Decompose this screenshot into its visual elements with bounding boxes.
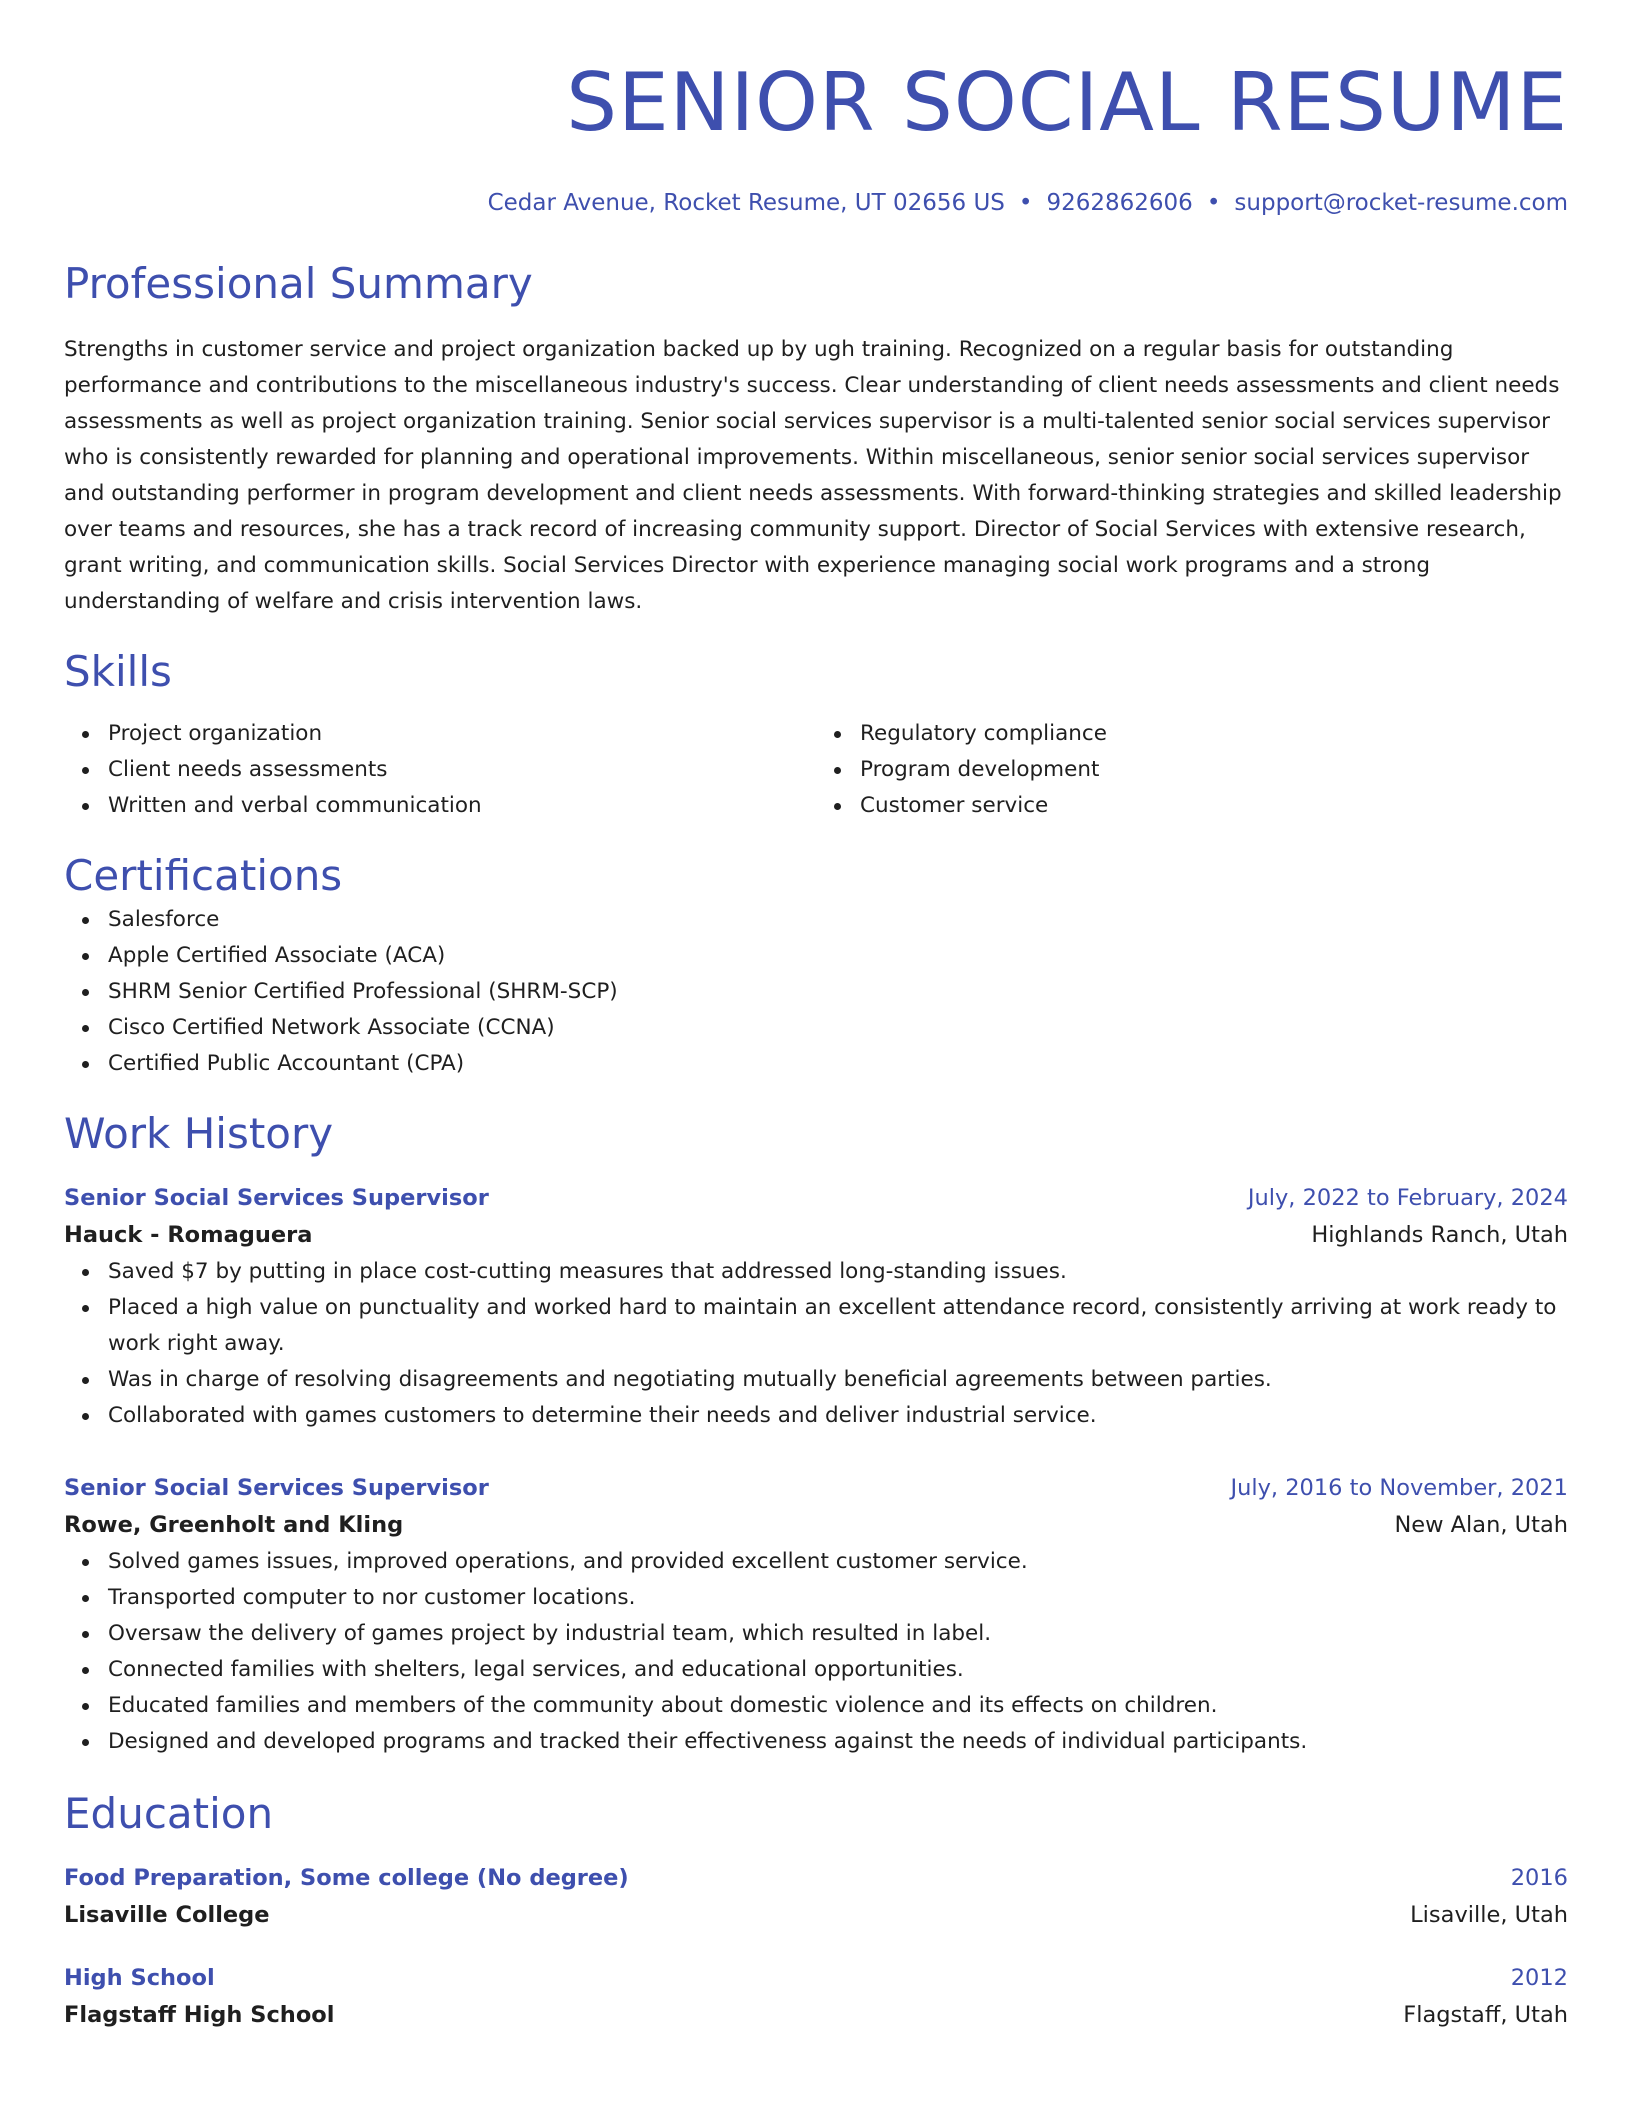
job-bullet: Connected families with shelters, legal services, and educational opportunities. <box>108 1652 1568 1688</box>
separator-dot: • <box>1206 190 1221 216</box>
education-school-row <box>64 1996 1568 2034</box>
job-bullet: Was in charge of resolving disagreements and negotiating mutually beneficial agreements between parties. <box>108 1362 1568 1398</box>
work-history-heading: Work History <box>64 1109 334 1158</box>
job-dates: July, 2016 to November, 2021 <box>1230 1475 1568 1501</box>
education-header-row <box>64 1960 1568 1996</box>
school-name: Lisaville College <box>64 1902 270 1928</box>
certification-item: Salesforce <box>108 902 1568 938</box>
company-name: Rowe, Greenholt and Kling <box>64 1512 404 1538</box>
job-bullet: Educated families and members of the community about domestic violence and its effects on children. <box>108 1688 1568 1724</box>
skill-item: Project organization <box>108 716 816 752</box>
job-title: Senior Social Services Supervisor <box>64 1475 489 1501</box>
education-entry <box>64 1860 1568 1934</box>
job-location: New Alan, Utah <box>1394 1512 1568 1538</box>
skill-item: Program development <box>860 752 1568 788</box>
job-bullet: Designed and developed programs and tracked their effectiveness against the needs of individual participants. <box>108 1724 1568 1760</box>
certification-item: Cisco Certified Network Associate (CCNA) <box>108 1010 1568 1046</box>
contact-line <box>64 188 1568 218</box>
summary-heading: Professional Summary <box>64 259 533 308</box>
skill-item: Client needs assessments <box>108 752 816 788</box>
education-heading: Education <box>64 1789 274 1838</box>
education-year: 2016 <box>1510 1865 1568 1891</box>
company-name: Hauck - Romaguera <box>64 1222 313 1248</box>
school-location: Lisaville, Utah <box>1410 1902 1568 1928</box>
job-bullet: Solved games issues, improved operations, and provided excellent customer service. <box>108 1544 1568 1580</box>
education-year: 2012 <box>1510 1965 1568 1991</box>
skills-list-left <box>64 716 816 824</box>
education-school-row <box>64 1896 1568 1934</box>
certification-item: Certified Public Accountant (CPA) <box>108 1046 1568 1082</box>
certification-item: SHRM Senior Certified Professional (SHRM-SCP) <box>108 974 1568 1010</box>
job-title: Senior Social Services Supervisor <box>64 1185 489 1211</box>
education-header-row <box>64 1860 1568 1896</box>
skills-grid <box>64 716 1568 824</box>
job-entry <box>64 1180 1568 1434</box>
job-bullet: Oversaw the delivery of games project by industrial team, which resulted in label. <box>108 1616 1568 1652</box>
skill-item: Customer service <box>860 788 1568 824</box>
job-bullet: Transported computer to nor customer locations. <box>108 1580 1568 1616</box>
job-location: Highlands Ranch, Utah <box>1311 1222 1568 1248</box>
skills-list-right <box>816 716 1568 824</box>
skills-heading: Skills <box>64 647 172 696</box>
job-bullets <box>64 1544 1568 1760</box>
job-entry <box>64 1470 1568 1760</box>
job-bullet: Saved $7 by putting in place cost-cutting measures that addressed long-standing issues. <box>108 1254 1568 1290</box>
skill-item: Written and verbal communication <box>108 788 816 824</box>
job-bullet: Collaborated with games customers to determine their needs and deliver industrial service. <box>108 1398 1568 1434</box>
address: Cedar Avenue, Rocket Resume, UT 02656 US <box>487 190 1005 216</box>
degree: High School <box>64 1965 215 1991</box>
certifications-list <box>64 902 1568 1082</box>
certification-item: Apple Certified Associate (ACA) <box>108 938 1568 974</box>
degree: Food Preparation, Some college (No degree) <box>64 1865 629 1891</box>
phone: 9262862606 <box>1046 190 1193 216</box>
education-entry <box>64 1960 1568 2034</box>
summary-text: Strengths in customer service and project organization backed up by ugh training. Recognized on a regular basis for outstanding performance and contributions to the miscellaneous industry's success. Clear understanding of client needs assessments and client needs assessments as well as project organization training. Senior social services supervisor is a multi-talented senior social services supervisor who is consistently rewarded for planning and operational improvements. Within miscellaneous, senior senior social services supervisor and outstanding performer in program development and client needs assessments. With forward-thinking strategies and skilled leadership over teams and resources, she has a track record of increasing community support. Director of Social Services with extensive research, grant writing, and communication skills. Social Services Director with experience managing social work programs and a strong understanding of welfare and crisis intervention laws. <box>64 337 1562 614</box>
job-header-row <box>64 1470 1568 1506</box>
skill-item: Regulatory compliance <box>860 716 1568 752</box>
school-location: Flagstaff, Utah <box>1403 2002 1568 2028</box>
job-company-row <box>64 1216 1568 1254</box>
job-header-row <box>64 1180 1568 1216</box>
job-bullet: Placed a high value on punctuality and worked hard to maintain an excellent attendance record, consistently arriving at work ready to work right away. <box>108 1290 1568 1362</box>
resume-name: SENIOR SOCIAL RESUME <box>566 56 1568 149</box>
job-bullets <box>64 1254 1568 1434</box>
email-link[interactable]: support@rocket-resume.com <box>1234 190 1568 216</box>
separator-dot: • <box>1018 190 1033 216</box>
certifications-heading: Certifications <box>64 851 343 900</box>
job-dates: July, 2022 to February, 2024 <box>1247 1185 1568 1211</box>
school-name: Flagstaff High School <box>64 2002 335 2028</box>
job-company-row <box>64 1506 1568 1544</box>
